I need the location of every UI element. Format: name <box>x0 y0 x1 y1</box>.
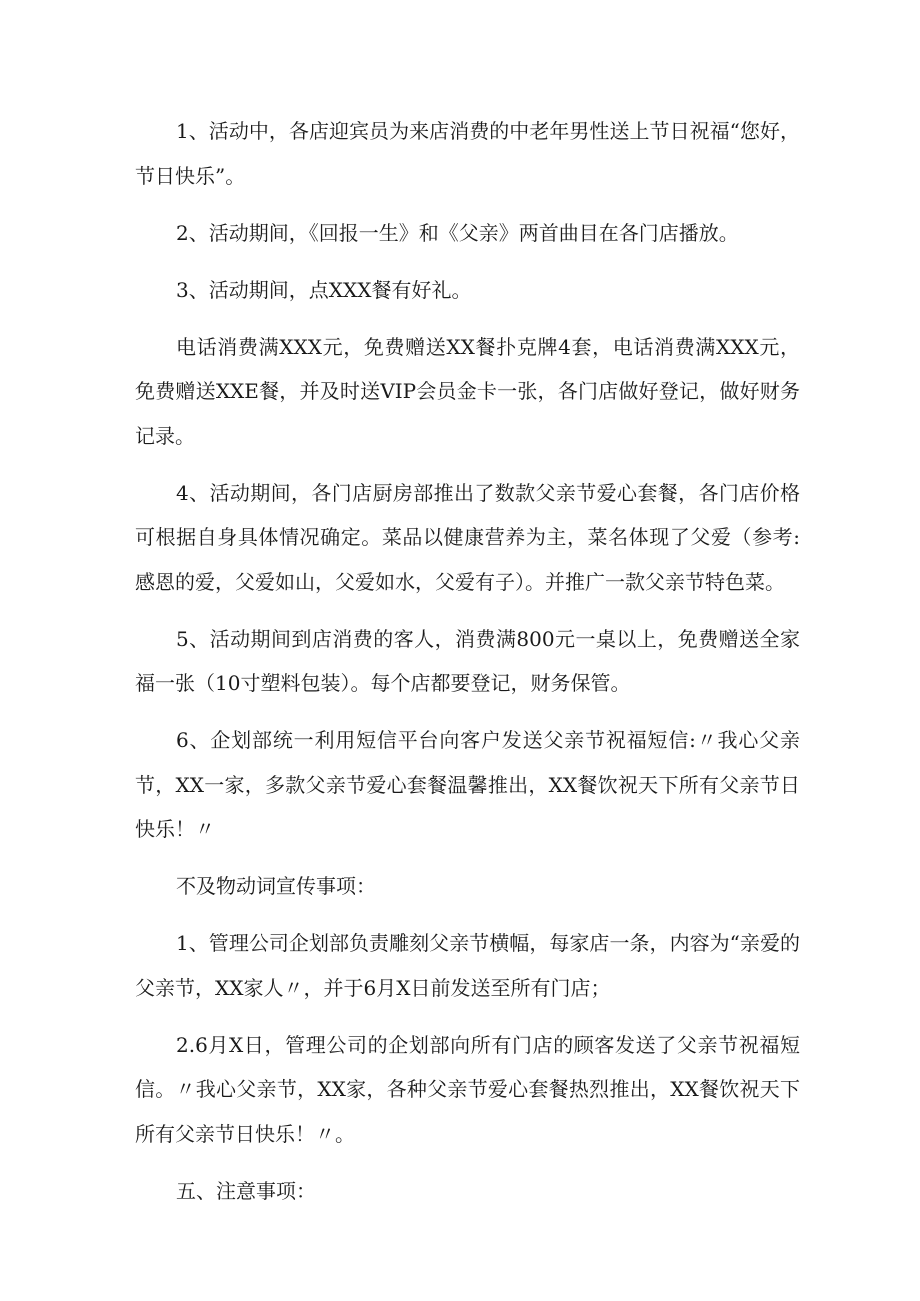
paragraph-music: 2、活动期间，《回报一生》和《父亲》两首曲目在各门店播放。 <box>176 220 739 245</box>
section-heading-publicity: 不及物动词宣传事项： <box>176 874 376 898</box>
paragraph-phone-order: 电话消费满XXX元，免费赠送XX餐扑克牌4套，电话消费满XXX元，免费赠送XXE餐，并及时送VIP会员金卡一张，各门店做好登记，做好财务记录。 <box>135 334 800 448</box>
paragraph-greeting: 1、活动中，各店迎宾员为来店消费的中老年男性送上节日祝福“您好，节日快乐”。 <box>135 119 800 188</box>
paragraph-family-photo: 5、活动期间到店消费的客人，消费满800元一桌以上，免费赠送全家福一张（10寸塑料包装）。每个店都要登记，财务保管。 <box>135 626 800 695</box>
paragraph-customer-sms: 2.6月X日，管理公司的企划部向所有门店的顾客发送了父亲节祝福短信。〃我心父亲节，XX家，各种父亲节爱心套餐热烈推出，XX餐饮祝天下所有父亲节日快乐！〃。 <box>135 1032 800 1146</box>
section-heading-notes: 五、注意事项： <box>176 1178 316 1203</box>
document-body <box>135 109 800 1226</box>
paragraph-banner: 1、管理公司企划部负责雕刻父亲节横幅，每家店一条，内容为“亲爱的父亲节，XX家人〃，并于6月X日前发送至所有门店； <box>135 931 800 1000</box>
paragraph-sms: 6、企划部统一利用短信平台向客户发送父亲节祝福短信:〃我心父亲节，XX一家，多款父亲节爱心套餐温馨推出，XX餐饮祝天下所有父亲节日快乐！〃 <box>135 728 800 841</box>
paragraph-set-menu: 4、活动期间，各门店厨房部推出了数款父亲节爱心套餐，各门店价格可根据自身具体情况确定。菜品以健康营养为主，菜名体现了父爱（参考:感恩的爱，父爱如山，父爱如水，父爱有子）。并推广一款父亲节特色菜。 <box>135 480 800 594</box>
paragraph-meal-gift: 3、活动期间，点XXX餐有好礼。 <box>176 277 472 302</box>
